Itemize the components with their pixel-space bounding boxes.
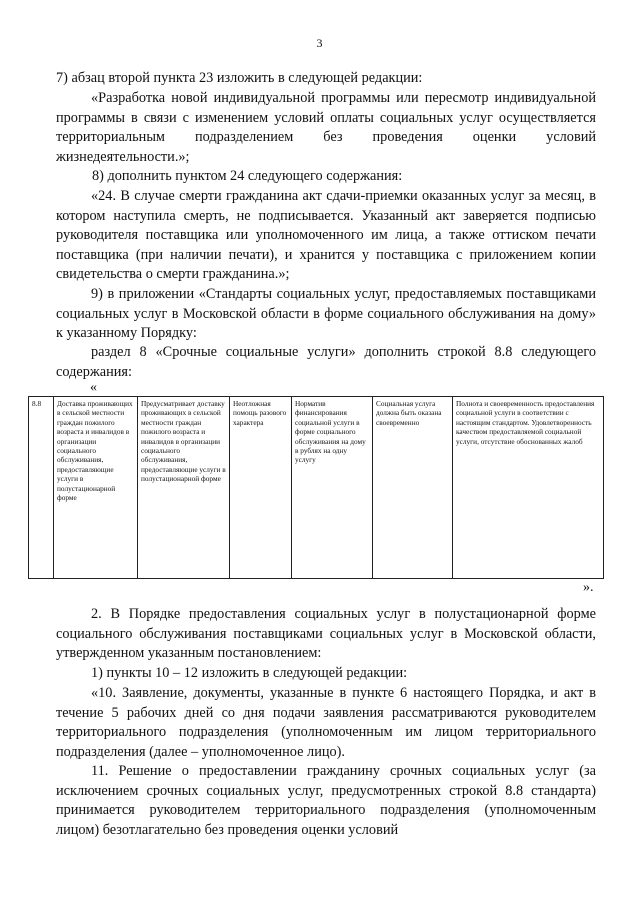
cell-service-name: Доставка проживающих в сельской местности граждан пожилого возраста и инвалидов в организации социального обслуживания, предоставляющие услуги в полустационарной форме	[54, 397, 138, 579]
quote-close: ».	[583, 580, 594, 595]
item-9: 9) в приложении «Стандарты социальных услуг, предоставляемых поставщиками социальных услуг в Московской области в форме социального обслуживания на дому» к указанному Порядку:	[56, 286, 596, 342]
clause-11: 11. Решение о предоставлении гражданину срочных социальных услуг (за исключением срочных социальных услуг, предусмотренных строкой 8.8 стандарта) принимается руководителем территориального подразделения (уполномоченным лицом) безотлагательно без проведения оценки условий	[56, 763, 596, 838]
item-1: 1) пункты 10 – 12 изложить в следующей редакции:	[91, 665, 408, 681]
quote-open: «	[90, 380, 97, 395]
cell-number: 8.8	[29, 397, 54, 579]
item-7: 7) абзац второй пункта 23 изложить в следующей редакции:	[56, 70, 423, 86]
section-2-intro: 2. В Порядке предоставления социальных услуг в полустационарной форме социального обслуживания поставщиками социальных услуг в Московской области, утвержденном указанным постановлением:	[56, 606, 596, 662]
cell-description: Предусматривает доставку проживающих в сельской местности граждан пожилого возраста и инвалидов в организации социального обслуживания, предоставляющие услуги в полустационарной форме	[138, 397, 230, 579]
item-8: 8) дополнить пунктом 24 следующего содержания:	[92, 168, 403, 184]
item-8-text: «24. В случае смерти гражданина акт сдачи-приемки оказанных услуг за месяц, в котором наступила смерть, не подписывается. Указанный акт заверяется подписью руководителя поставщика или уполномоченного им лица, а также оттиском печати поставщика (при наличии печати), и хранится у поставщика с приложением копии свидетельства о смерти гражданина.»;	[56, 188, 596, 283]
section-8-intro: раздел 8 «Срочные социальные услуги» дополнить строкой 8.8 следующего содержания:	[56, 344, 596, 380]
cell-quality: Полнота и своевременность предоставления социальной услуги в соответствии с настоящим стандартом. Удовлетворенность качеством предоставляемой социальной услуги, отсутствие обоснованных жалоб	[453, 397, 604, 579]
cell-conditions: Социальная услуга должна быть оказана своевременно	[373, 397, 453, 579]
cell-financing: Норматив финансирования социальной услуги в форме социального обслуживания на дому в рублях на одну услугу	[292, 397, 373, 579]
item-7-text: «Разработка новой индивидуальной программы или пересмотр индивидуальной программы в связи с изменением условий оплаты социальных услуг осуществляется территориальным подразделением без проведения оценки условий жизнедеятельности.»;	[56, 90, 596, 165]
clause-10: «10. Заявление, документы, указанные в пункте 6 настоящего Порядка, и акт в течение 5 рабочих дней со дня подачи заявления рассматриваются руководителем территориального подразделения (уполномоченным им лицом территориального подразделения (далее – уполномоченное лицо).	[56, 685, 596, 760]
table-row	[29, 397, 604, 579]
cell-timing: Неотложная помощь разового характера	[230, 397, 292, 579]
page-number: 3	[316, 36, 323, 50]
standards-table	[28, 396, 604, 579]
